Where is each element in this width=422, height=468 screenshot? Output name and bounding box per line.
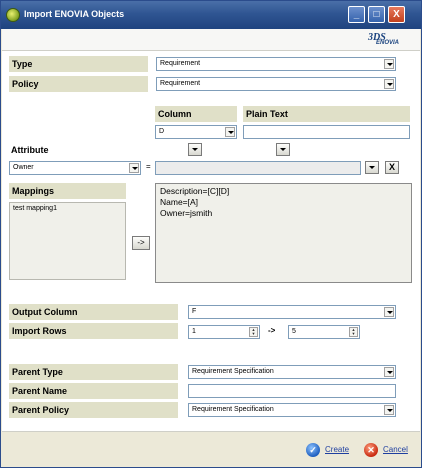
- logo-enovia: ENOVIA: [376, 40, 400, 46]
- type-select[interactable]: [156, 57, 396, 71]
- add-mapping-button[interactable]: ->: [132, 236, 150, 250]
- parent-name-input[interactable]: [188, 384, 396, 398]
- column-header: Column: [155, 106, 237, 122]
- create-label: Create: [325, 445, 350, 454]
- logo-3ds: 3DS: [368, 32, 386, 43]
- policy-select[interactable]: [156, 77, 396, 91]
- footer-bar: [2, 431, 420, 467]
- chevron-down-icon[interactable]: [384, 405, 394, 415]
- output-column-select[interactable]: [188, 305, 396, 319]
- cancel-label: Cancel: [383, 445, 408, 454]
- maximize-button[interactable]: □: [368, 6, 385, 23]
- minimize-button[interactable]: _: [348, 6, 365, 23]
- import-rows-from-value: 1: [192, 328, 196, 335]
- form-panel: [2, 51, 420, 431]
- spinner-icon[interactable]: ▲ ▼: [349, 327, 358, 337]
- attribute-value-field[interactable]: [155, 161, 361, 175]
- parent-name-label: Parent Name: [9, 383, 178, 399]
- parent-policy-select[interactable]: [188, 403, 396, 417]
- attribute-value-dropdown[interactable]: [365, 161, 379, 174]
- attribute-select[interactable]: [9, 161, 141, 175]
- enovia-logo: [366, 32, 408, 49]
- output-column-value: F: [192, 308, 197, 315]
- import-rows-to-value: 5: [292, 328, 296, 335]
- policy-label: Policy: [9, 76, 148, 92]
- import-rows-from[interactable]: [188, 325, 260, 339]
- plain-text-header: Plain Text: [243, 106, 410, 122]
- chevron-down-icon[interactable]: [384, 307, 394, 317]
- policy-value: Requirement: [160, 80, 201, 87]
- column-insert-button[interactable]: [188, 143, 202, 156]
- app-icon: [6, 8, 20, 22]
- mappings-label: Mappings: [9, 183, 126, 199]
- window-title: Import ENOVIA Objects: [24, 9, 125, 19]
- close-button[interactable]: X: [388, 6, 405, 23]
- import-rows-to[interactable]: [288, 325, 360, 339]
- parent-type-label: Parent Type: [9, 364, 178, 380]
- attribute-label: Attribute: [11, 145, 49, 155]
- chevron-down-icon[interactable]: [129, 163, 139, 173]
- type-label: Type: [9, 56, 148, 72]
- header-bar: [2, 29, 420, 51]
- import-rows-label: Import Rows: [9, 323, 178, 339]
- plain-text-input[interactable]: [243, 125, 410, 139]
- parent-policy-value: Requirement Specification: [192, 406, 274, 413]
- chevron-down-icon[interactable]: [384, 367, 394, 377]
- mapping-line: Name=[A]: [160, 197, 199, 207]
- title-bar: [1, 1, 421, 29]
- chevron-down-icon[interactable]: [384, 59, 394, 69]
- parent-policy-label: Parent Policy: [9, 402, 178, 418]
- type-value: Requirement: [160, 60, 201, 67]
- create-button[interactable]: [306, 442, 349, 458]
- check-icon: [306, 443, 320, 457]
- mappings-textarea[interactable]: [155, 183, 412, 283]
- range-arrow: ->: [268, 326, 276, 335]
- parent-type-value: Requirement Specification: [192, 368, 274, 375]
- mappings-list[interactable]: [9, 202, 126, 280]
- cancel-button[interactable]: [364, 442, 408, 458]
- output-column-label: Output Column: [9, 304, 178, 320]
- chevron-down-icon[interactable]: [384, 79, 394, 89]
- parent-type-select[interactable]: [188, 365, 396, 379]
- column-value: D: [159, 128, 165, 135]
- equals-sign: =: [146, 162, 151, 171]
- attribute-value: Owner: [13, 164, 34, 171]
- spinner-icon[interactable]: ▲ ▼: [249, 327, 258, 337]
- list-item[interactable]: test mapping1: [13, 205, 57, 212]
- chevron-down-icon[interactable]: [225, 127, 235, 137]
- cancel-icon: [364, 443, 378, 457]
- plain-text-insert-button[interactable]: [276, 143, 290, 156]
- clear-button[interactable]: X: [385, 161, 399, 174]
- column-select[interactable]: [155, 125, 237, 139]
- mapping-line: Owner=jsmith: [160, 208, 213, 218]
- mapping-line: Description=[C][D]: [160, 186, 230, 196]
